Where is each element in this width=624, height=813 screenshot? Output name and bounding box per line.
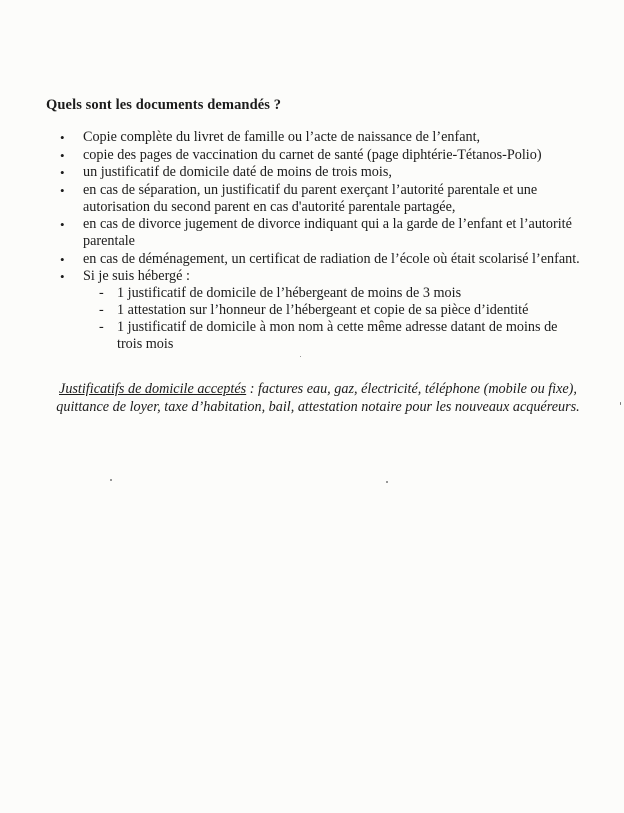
dash-icon: - bbox=[99, 285, 104, 301]
bullet-icon: • bbox=[60, 147, 65, 163]
scan-speck bbox=[300, 356, 301, 357]
accepted-proofs-note bbox=[38, 380, 598, 416]
list-item-text: Copie complète du livret de famille ou l’acte de naissance de l’enfant, bbox=[83, 129, 481, 145]
list-item-text: en cas de séparation, un justificatif du parent exerçant l’autorité parentale et une autorisation du second parent en cas d'autorité parentale partagée, bbox=[83, 181, 538, 215]
scan-speck bbox=[386, 481, 388, 483]
bullet-icon: • bbox=[60, 269, 65, 284]
bullet-icon: • bbox=[60, 130, 65, 145]
sub-list-item bbox=[83, 285, 600, 302]
sub-list-item-text: 1 justificatif de domicile à mon nom à cette même adresse datant de moins de trois mois bbox=[117, 319, 558, 352]
list-item-text: Si je suis hébergé : bbox=[83, 268, 190, 284]
list-item-text: en cas de divorce jugement de divorce indiquant qui a la garde de l’enfant et l’autorité parentale bbox=[83, 216, 572, 249]
list-item bbox=[60, 216, 600, 250]
list-item-text: un justificatif de domicile daté de moins de trois mois, bbox=[83, 164, 392, 180]
note-label: Justificatifs de domicile acceptés bbox=[59, 381, 247, 397]
hosted-documents-list bbox=[83, 285, 600, 353]
sub-list-item-text: 1 attestation sur l’honneur de l’hébergeant et copie de sa pièce d’identité bbox=[117, 302, 529, 318]
list-item bbox=[60, 182, 600, 216]
list-item bbox=[60, 251, 600, 268]
scan-speck bbox=[620, 402, 621, 405]
sub-list-item bbox=[83, 302, 600, 319]
bullet-icon: • bbox=[60, 165, 65, 180]
list-item-text: copie des pages de vaccination du carnet de santé (page diphtérie-Tétanos-Polio) bbox=[83, 146, 542, 163]
list-item bbox=[60, 147, 600, 164]
documents-list bbox=[60, 129, 600, 354]
dash-icon: - bbox=[99, 302, 104, 318]
bullet-icon: • bbox=[60, 217, 65, 232]
section-heading: Quels sont les documents demandés ? bbox=[46, 97, 282, 113]
list-item-text: en cas de déménagement, un certificat de radiation de l’école où était scolarisé l’enfant. bbox=[83, 250, 580, 267]
list-item-hosted bbox=[60, 268, 600, 353]
note-text: : factures eau, gaz, électricité, téléphone (mobile ou fixe), quittance de loyer, taxe d’habitation, bail, attestation notaire pour les nouveaux acquéreurs. bbox=[56, 381, 580, 415]
list-item bbox=[60, 164, 600, 181]
sub-list-item-text: 1 justificatif de domicile de l’hébergeant de moins de 3 mois bbox=[117, 285, 462, 301]
scan-speck bbox=[110, 479, 112, 481]
dash-icon: - bbox=[99, 319, 104, 335]
sub-list-item bbox=[83, 319, 600, 353]
bullet-icon: • bbox=[60, 251, 65, 267]
list-item bbox=[60, 129, 600, 146]
bullet-icon: • bbox=[60, 182, 65, 198]
